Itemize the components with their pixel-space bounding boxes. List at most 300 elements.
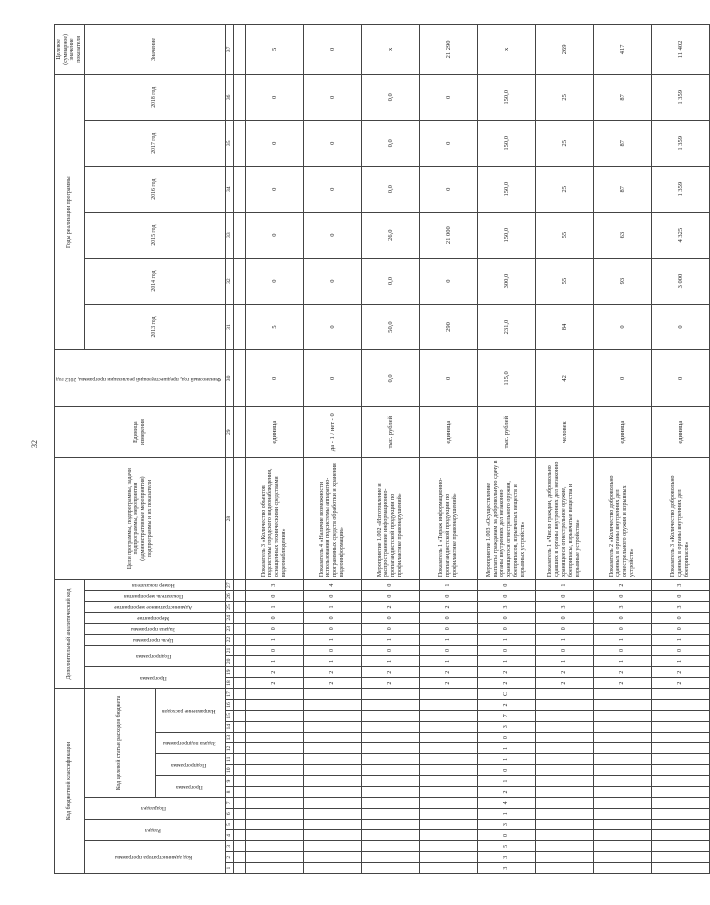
analytic-code-cell: 2 — [593, 678, 651, 689]
table-body — [233, 25, 709, 874]
column-number: 18 — [225, 678, 233, 689]
column-number: 3 — [225, 841, 233, 852]
analytic-code-cell: 0 — [651, 645, 709, 656]
budget-code-cell — [419, 776, 477, 787]
empty-cell — [233, 743, 245, 754]
analytic-code-cell: 2 — [361, 667, 419, 678]
column-number: 12 — [225, 743, 233, 754]
budget-code-cell — [593, 797, 651, 808]
column-number: 24 — [225, 612, 233, 623]
year-value: 87 — [593, 74, 651, 120]
empty-cell — [233, 808, 245, 819]
budget-code-cell — [361, 700, 419, 711]
budget-code-cell — [419, 754, 477, 765]
empty-cell — [233, 407, 245, 458]
budget-code-cell — [535, 787, 593, 798]
analytic-code-cell: 0 — [361, 612, 419, 623]
budget-code-cell — [651, 797, 709, 808]
analytic-code-cell: 1 — [535, 634, 593, 645]
budget-code-cell: 2 — [477, 700, 535, 711]
analytic-code-cell: 2 — [535, 667, 593, 678]
column-number: 17 — [225, 689, 233, 700]
year-value: 87 — [593, 120, 651, 166]
column-number: 16 — [225, 700, 233, 711]
column-number: 28 — [225, 458, 233, 580]
column-number: 2 — [225, 852, 233, 863]
budget-code-cell: 2 — [477, 787, 535, 798]
column-number: 31 — [225, 304, 233, 350]
analytic-code-cell: 0 — [593, 645, 651, 656]
budget-code-cell — [419, 819, 477, 830]
empty-cell — [233, 656, 245, 667]
analytic-code-cell: 1 — [361, 634, 419, 645]
budget-code-cell — [245, 754, 303, 765]
analytic-code-cell: 1 — [245, 602, 303, 613]
budget-code-cell: 0 — [477, 732, 535, 743]
total-value: 5 — [245, 25, 303, 75]
year-value: 0,0 — [361, 258, 419, 304]
analytic-code-cell: 2 — [303, 678, 361, 689]
year-value: 63 — [593, 212, 651, 258]
budget-code-cell — [361, 863, 419, 874]
year-value: 93 — [593, 258, 651, 304]
year-value: 1 359 — [651, 166, 709, 212]
column-number: 6 — [225, 808, 233, 819]
podprogramma-header: Подпрограмма — [155, 754, 225, 776]
empty-cell — [233, 765, 245, 776]
analytic-code-cell: 1 — [419, 580, 477, 591]
analytic-code-cell: 0 — [651, 612, 709, 623]
empty-cell — [233, 721, 245, 732]
budget-code-cell — [361, 732, 419, 743]
budget-code-cell — [651, 765, 709, 776]
budget-code-cell — [303, 721, 361, 732]
budget-code-cell — [419, 830, 477, 841]
analytic-code-cell: 2 — [419, 602, 477, 613]
budget-code-cell — [651, 863, 709, 874]
empty-cell — [233, 258, 245, 304]
budget-code-cell — [535, 721, 593, 732]
budget-code-cell — [593, 721, 651, 732]
budget-code-cell: 3 — [477, 852, 535, 863]
column-number: 29 — [225, 407, 233, 458]
empty-cell — [233, 797, 245, 808]
analytic-code-cell: 2 — [477, 678, 535, 689]
analytic-code-cell: 3 — [245, 580, 303, 591]
empty-cell — [233, 689, 245, 700]
budget-code-cell — [535, 830, 593, 841]
budget-code-cell — [245, 819, 303, 830]
table-row — [361, 25, 419, 874]
budget-code-cell — [245, 830, 303, 841]
empty-cell — [233, 819, 245, 830]
budget-code-cell — [593, 689, 651, 700]
analytic-code-cell: 0 — [651, 623, 709, 634]
budget-code-cell — [419, 743, 477, 754]
a-meropriyatie-header: Мероприятие — [84, 612, 225, 623]
year-value: 150,0 — [477, 120, 535, 166]
analytic-code-cell: 1 — [303, 634, 361, 645]
base-year-value: 42 — [535, 350, 593, 407]
unit-cell: человек — [535, 407, 593, 458]
column-number: 9 — [225, 776, 233, 787]
budget-code-cell — [245, 808, 303, 819]
budget-code-cell — [593, 776, 651, 787]
analytic-code-cell: 0 — [245, 645, 303, 656]
empty-cell — [233, 166, 245, 212]
budget-code-cell — [361, 689, 419, 700]
year-value: 150,0 — [477, 166, 535, 212]
empty-cell — [233, 667, 245, 678]
unit-cell: единица — [419, 407, 477, 458]
empty-cell — [233, 580, 245, 591]
budget-code-cell: 3 — [477, 721, 535, 732]
year-value: 0 — [593, 304, 651, 350]
budget-code-cell — [303, 710, 361, 721]
rotated-page — [54, 24, 690, 874]
a-programma-header: Программа — [84, 667, 225, 689]
budget-code-cell — [419, 863, 477, 874]
budget-code-cell — [419, 732, 477, 743]
budget-code-cell — [651, 721, 709, 732]
analytic-code-cell: 2 — [419, 678, 477, 689]
year-value: 0,0 — [361, 120, 419, 166]
year-value: 26,0 — [361, 212, 419, 258]
unit-column-header: Единица измерения — [55, 407, 226, 458]
value-header: Значение — [84, 25, 225, 75]
budget-code-cell — [245, 787, 303, 798]
budget-code-cell — [245, 776, 303, 787]
table-row — [477, 25, 535, 874]
budget-code-cell — [651, 819, 709, 830]
analytic-code-cell: 2 — [593, 667, 651, 678]
indicator-name: Показатель 3 «Количество добровольно сданных в органы внутренних дел боеприпасов» — [651, 458, 709, 580]
unit-cell: тыс. рублей — [361, 407, 419, 458]
budget-code-cell — [593, 841, 651, 852]
empty-cell — [233, 863, 245, 874]
budget-code-cell — [419, 765, 477, 776]
analytic-code-cell: 2 — [593, 580, 651, 591]
analytic-code-cell: 0 — [361, 580, 419, 591]
column-number: 23 — [225, 623, 233, 634]
napravlenie-header: Направление расходов — [155, 689, 225, 733]
analytic-code-cell: 1 — [477, 656, 535, 667]
empty-cell — [233, 120, 245, 166]
budget-code-cell — [535, 776, 593, 787]
budget-code-cell: С — [477, 689, 535, 700]
analytic-code-cell: 0 — [477, 623, 535, 634]
spacer-row — [233, 25, 245, 874]
column-number: 35 — [225, 120, 233, 166]
base-year-value: 115,0 — [477, 350, 535, 407]
budget-code-cell — [535, 808, 593, 819]
budget-code-cell — [361, 830, 419, 841]
budget-code-cell — [303, 830, 361, 841]
analytic-code-cell: 0 — [535, 591, 593, 602]
year-2015-header: 2015 год — [84, 212, 225, 258]
analytic-code-cell: 1 — [535, 656, 593, 667]
empty-cell — [233, 25, 245, 75]
column-number: 37 — [225, 25, 233, 75]
year-value: 0 — [419, 166, 477, 212]
budget-code-cell: 1 — [477, 776, 535, 787]
budget-code-cell — [651, 710, 709, 721]
budget-code-cell — [651, 841, 709, 852]
year-value: 50,0 — [361, 304, 419, 350]
analytic-code-cell: 0 — [361, 645, 419, 656]
budget-code-cell — [361, 710, 419, 721]
total-value: 269 — [535, 25, 593, 75]
column-number: 27 — [225, 580, 233, 591]
year-2017-header: 2017 год — [84, 120, 225, 166]
base-year-value: 0 — [245, 350, 303, 407]
budget-code-cell: 3 — [477, 819, 535, 830]
analytic-code-cell: 3 — [477, 602, 535, 613]
year-value: 0 — [303, 74, 361, 120]
budget-code-cell — [535, 841, 593, 852]
budget-code-cell — [535, 765, 593, 776]
column-number: 36 — [225, 74, 233, 120]
analytic-code-cell: 1 — [593, 656, 651, 667]
analytic-code-cell: 2 — [303, 667, 361, 678]
budget-code-cell — [245, 765, 303, 776]
analytic-code-cell: 0 — [361, 591, 419, 602]
table-row — [419, 25, 477, 874]
analytic-code-cell: 3 — [593, 602, 651, 613]
podrazdel-header: Подраздел — [84, 797, 225, 819]
year-value: 0 — [245, 74, 303, 120]
budget-codes-header: Код бюджетной классификации — [55, 689, 85, 874]
empty-cell — [233, 350, 245, 407]
base-year-value: 0 — [593, 350, 651, 407]
column-number: 21 — [225, 645, 233, 656]
column-number: 13 — [225, 732, 233, 743]
table-row — [245, 25, 303, 874]
analytic-code-cell: 3 — [651, 580, 709, 591]
a-pokazatel-mer-header: Показатель мероприятия — [84, 591, 225, 602]
empty-cell — [233, 304, 245, 350]
analytic-code-cell: 0 — [593, 612, 651, 623]
budget-code-cell — [535, 732, 593, 743]
budget-code-cell — [245, 689, 303, 700]
year-value: 25 — [535, 166, 593, 212]
indicator-name: Мероприятие 1.003 «Осуществление выплаты гражданам за добровольную сдачу в органы внутренних дел незаконно хранящегося огнестрельного оружия, боеприпасов, взрывчатых веществ и взрывных устройств» — [477, 458, 535, 580]
budget-code-cell: 1 — [477, 808, 535, 819]
table-row — [593, 25, 651, 874]
budget-code-cell — [419, 710, 477, 721]
unit-cell: да - 1 / нет - 0 — [303, 407, 361, 458]
budget-code-cell — [303, 797, 361, 808]
analytic-code-cell: 2 — [245, 667, 303, 678]
analytic-code-cell: 1 — [419, 656, 477, 667]
year-value: 1 359 — [651, 120, 709, 166]
budget-code-cell — [303, 743, 361, 754]
empty-cell — [233, 591, 245, 602]
year-value: 0 — [419, 74, 477, 120]
analytic-code-cell: 0 — [303, 623, 361, 634]
budget-code-cell — [303, 852, 361, 863]
total-value: 21 290 — [419, 25, 477, 75]
unit-cell: единица — [593, 407, 651, 458]
year-value: 0 — [245, 258, 303, 304]
budget-code-cell — [593, 700, 651, 711]
empty-cell — [233, 830, 245, 841]
budget-code-cell — [245, 710, 303, 721]
year-2013-header: 2013 год — [84, 304, 225, 350]
budget-code-cell — [245, 841, 303, 852]
budget-code-cell — [245, 721, 303, 732]
column-number: 19 — [225, 667, 233, 678]
analytic-code-cell: 0 — [419, 612, 477, 623]
year-value: 87 — [593, 166, 651, 212]
budget-code-cell — [651, 776, 709, 787]
analytic-code-cell: 0 — [535, 623, 593, 634]
budget-code-cell — [361, 797, 419, 808]
year-value: 4 325 — [651, 212, 709, 258]
admin-code-header: Код администратора программы — [84, 841, 225, 874]
budget-code-cell — [593, 852, 651, 863]
year-value: 0 — [245, 212, 303, 258]
analytic-code-cell: 1 — [303, 656, 361, 667]
year-value: 0 — [245, 166, 303, 212]
budget-code-cell — [361, 787, 419, 798]
budget-code-cell — [651, 787, 709, 798]
analytic-code-cell: 1 — [593, 634, 651, 645]
analytic-code-cell: 2 — [419, 667, 477, 678]
total-value: х — [477, 25, 535, 75]
budget-code-cell: 1 — [477, 754, 535, 765]
analytic-code-cell: 0 — [477, 580, 535, 591]
budget-code-cell — [303, 787, 361, 798]
analytic-code-cell: 0 — [361, 623, 419, 634]
empty-cell — [233, 841, 245, 852]
analytic-code-cell: 1 — [419, 634, 477, 645]
final-result-header: Целевое (суммарное) значение показателя — [55, 25, 85, 75]
budget-code-cell — [245, 700, 303, 711]
program-indicators-table — [54, 24, 710, 874]
budget-code-cell — [419, 700, 477, 711]
analytic-code-cell: 0 — [245, 612, 303, 623]
empty-cell — [233, 212, 245, 258]
budget-code-cell — [419, 787, 477, 798]
programma-header: Программа — [155, 776, 225, 798]
budget-code-cell — [535, 754, 593, 765]
budget-code-cell — [245, 863, 303, 874]
analytic-code-cell: 2 — [477, 667, 535, 678]
budget-code-cell — [651, 830, 709, 841]
year-value: 25 — [535, 74, 593, 120]
budget-code-cell — [303, 776, 361, 787]
column-number: 32 — [225, 258, 233, 304]
indicator-name: Показатель 1 «Число граждан, добровольно сдавших в органы внутренних дел незаконно хранящееся огнестрельное оружие, боеприпасы, взрывчатые вещества и взрывные устройства» — [535, 458, 593, 580]
year-value: 0 — [303, 120, 361, 166]
unit-cell: единица — [245, 407, 303, 458]
a-zadacha-header: Задача программы — [84, 623, 225, 634]
budget-code-cell — [535, 852, 593, 863]
budget-code-cell — [419, 841, 477, 852]
column-number: 22 — [225, 634, 233, 645]
budget-code-cell — [303, 808, 361, 819]
column-number: 8 — [225, 787, 233, 798]
analytic-code-cell: 2 — [361, 678, 419, 689]
empty-cell — [233, 645, 245, 656]
budget-code-cell — [651, 852, 709, 863]
budget-code-cell — [303, 819, 361, 830]
a-admin-mer-header: Административное мероприятие — [84, 602, 225, 613]
empty-cell — [233, 623, 245, 634]
budget-code-cell — [303, 689, 361, 700]
razdel-header: Раздел — [84, 819, 225, 841]
analytic-code-cell: 1 — [361, 656, 419, 667]
indicator-name: Мероприятие 1.002 «Изготовление и распространение информационно-пропагандистской продукции по профилактике правонарушений» — [361, 458, 419, 580]
year-value: 21 000 — [419, 212, 477, 258]
empty-cell — [233, 678, 245, 689]
base-year-value: 0,0 — [361, 350, 419, 407]
indicator-name: Показатель 2 «Количество добровольно сданных в органы внутренних дел огнестрельного оружия и взрывных устройств» — [593, 458, 651, 580]
analytic-code-cell: 0 — [245, 591, 303, 602]
analytic-code-cell: 1 — [651, 656, 709, 667]
year-value: 0 — [419, 258, 477, 304]
budget-code-cell — [419, 721, 477, 732]
analytic-code-cell: 0 — [535, 645, 593, 656]
budget-code-cell — [361, 743, 419, 754]
budget-code-cell — [651, 700, 709, 711]
budget-code-cell — [419, 797, 477, 808]
analytic-code-cell: 2 — [535, 678, 593, 689]
budget-code-cell — [419, 808, 477, 819]
budget-code-cell — [361, 808, 419, 819]
budget-code-cell — [245, 732, 303, 743]
budget-code-cell: 0 — [477, 830, 535, 841]
budget-code-cell — [593, 743, 651, 754]
year-value: 0 — [245, 120, 303, 166]
budget-code-cell — [419, 852, 477, 863]
budget-code-cell — [361, 819, 419, 830]
year-value: 0 — [303, 304, 361, 350]
unit-cell: тыс. рублей — [477, 407, 535, 458]
base-year-header: Финансовый год, предшествующий реализации программы, 2012 год — [55, 350, 226, 407]
empty-cell — [233, 458, 245, 580]
budget-code-cell — [593, 808, 651, 819]
budget-code-cell — [535, 700, 593, 711]
base-year-value: 0 — [419, 350, 477, 407]
analytic-code-cell: 1 — [651, 634, 709, 645]
column-number: 25 — [225, 602, 233, 613]
analytic-code-cell: 0 — [593, 623, 651, 634]
column-number: 14 — [225, 721, 233, 732]
budget-code-cell — [593, 732, 651, 743]
budget-code-cell: 0 — [477, 765, 535, 776]
column-number: 7 — [225, 797, 233, 808]
budget-code-cell: 1 — [477, 743, 535, 754]
year-value: 150,0 — [477, 74, 535, 120]
a-cel-header: Цель программы — [84, 634, 225, 645]
analytic-code-cell: 2 — [651, 667, 709, 678]
analytic-code-cell: 0 — [477, 645, 535, 656]
empty-cell — [233, 754, 245, 765]
budget-code-cell: 3 — [477, 863, 535, 874]
budget-code-cell — [419, 689, 477, 700]
year-value: 3 000 — [651, 258, 709, 304]
budget-code-cell — [593, 819, 651, 830]
empty-cell — [233, 612, 245, 623]
page-number: 32 — [30, 440, 39, 448]
year-value: 231,0 — [477, 304, 535, 350]
budget-code-cell — [535, 863, 593, 874]
year-2014-header: 2014 год — [84, 258, 225, 304]
year-value: 5 — [245, 304, 303, 350]
budget-code-cell — [535, 797, 593, 808]
